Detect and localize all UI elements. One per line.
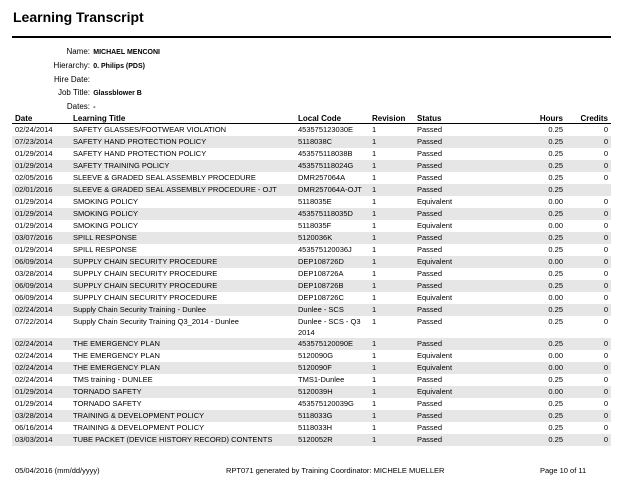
table-row bbox=[12, 280, 611, 292]
cell-credits: 0 bbox=[603, 423, 608, 432]
cell-status: Passed bbox=[417, 173, 443, 182]
cell-status: Passed bbox=[417, 125, 443, 134]
footer-page-number: Page 10 of 11 bbox=[540, 466, 587, 475]
cell-date: 03/07/2016 bbox=[12, 232, 70, 244]
cell-status: Passed bbox=[417, 269, 443, 278]
employee-info bbox=[34, 46, 160, 114]
cell-local-code: 453575120090E bbox=[295, 338, 369, 350]
cell-status: Passed bbox=[414, 160, 509, 172]
cell-local-code: 5120090G bbox=[298, 351, 334, 360]
cell-hours: 0.25 bbox=[548, 399, 563, 408]
cell-hours: 0.25 bbox=[548, 173, 563, 182]
cell-local-code: 5120036K bbox=[295, 232, 369, 244]
hierarchy-row bbox=[34, 60, 160, 73]
cell-local-code: DMR257064A-OJT bbox=[295, 184, 369, 196]
cell-learning-title: SUPPLY CHAIN SECURITY PROCEDURE bbox=[70, 256, 295, 268]
cell-status: Passed bbox=[414, 280, 509, 292]
cell-revision: 1 bbox=[372, 317, 377, 326]
cell-learning-title: SMOKING POLICY bbox=[73, 221, 139, 230]
column-header-status: Status bbox=[414, 111, 509, 124]
cell-date: 03/03/2014 bbox=[12, 434, 70, 446]
cell-hours: 0.25 bbox=[509, 434, 566, 446]
cell-credits: 0 bbox=[566, 256, 611, 268]
cell-date: 07/22/2014 bbox=[15, 317, 53, 326]
cell-hours: 0.00 bbox=[509, 256, 566, 268]
cell-hours: 0.25 bbox=[509, 184, 566, 196]
cell-learning-title: SLEEVE & GRADED SEAL ASSEMBLY PROCEDURE - OJT bbox=[70, 184, 295, 196]
cell-local-code: Dunlee - SCS - Q3 2014 bbox=[298, 317, 361, 337]
cell-revision: 1 bbox=[369, 208, 414, 220]
cell-status: Passed bbox=[414, 304, 509, 316]
cell-hours: 0.25 bbox=[548, 149, 563, 158]
table-row bbox=[12, 136, 611, 148]
cell-local-code: 453575118024G bbox=[295, 160, 369, 172]
cell-hours: 0.25 bbox=[548, 125, 563, 134]
cell-revision: 1 bbox=[369, 304, 414, 316]
cell-date: 02/24/2014 bbox=[15, 351, 53, 360]
table-row bbox=[12, 208, 611, 220]
cell-learning-title: SUPPLY CHAIN SECURITY PROCEDURE bbox=[70, 280, 295, 292]
cell-status: Passed bbox=[414, 338, 509, 350]
cell-date: 01/29/2014 bbox=[15, 399, 53, 408]
cell-local-code: 453575123030E bbox=[298, 125, 354, 134]
cell-revision: 1 bbox=[372, 269, 377, 278]
cell-date: 01/29/2014 bbox=[12, 160, 70, 172]
cell-hours: 0.25 bbox=[509, 410, 566, 422]
cell-local-code: DEP108726A bbox=[298, 269, 344, 278]
cell-date: 02/05/2016 bbox=[15, 173, 53, 182]
page-title: Learning Transcript bbox=[13, 9, 144, 25]
cell-credits: 0 bbox=[566, 410, 611, 422]
cell-local-code: Dunlee - SCS bbox=[295, 304, 369, 316]
cell-hours: 0.00 bbox=[548, 221, 563, 230]
table-row bbox=[12, 256, 611, 268]
cell-revision: 1 bbox=[372, 197, 377, 206]
cell-status: Passed bbox=[414, 410, 509, 422]
cell-date: 06/09/2014 bbox=[12, 280, 70, 292]
table-row bbox=[12, 292, 611, 304]
cell-date: 01/29/2014 bbox=[12, 208, 70, 220]
cell-status: Equivalent bbox=[414, 256, 509, 268]
cell-status: Equivalent bbox=[417, 197, 453, 206]
cell-status: Passed bbox=[414, 434, 509, 446]
cell-credits: 0 bbox=[566, 280, 611, 292]
cell-date: 02/24/2014 bbox=[15, 125, 53, 134]
column-header-date: Date bbox=[12, 111, 70, 124]
cell-status: Passed bbox=[414, 232, 509, 244]
table-row bbox=[12, 338, 611, 350]
table-row bbox=[12, 268, 611, 280]
cell-revision: 1 bbox=[372, 351, 377, 360]
cell-local-code: 5118033H bbox=[298, 423, 333, 432]
cell-credits: 0 bbox=[603, 245, 608, 254]
cell-date: 06/16/2014 bbox=[15, 423, 53, 432]
job-title-label: Job Title: bbox=[57, 88, 90, 97]
dates-label: Dates: bbox=[66, 102, 90, 111]
cell-date: 06/09/2014 bbox=[15, 293, 53, 302]
cell-revision: 1 bbox=[372, 399, 377, 408]
table-body bbox=[12, 124, 611, 447]
cell-status: Equivalent bbox=[414, 386, 509, 398]
cell-hours: 0.25 bbox=[509, 304, 566, 316]
cell-revision: 1 bbox=[369, 386, 414, 398]
cell-credits: 0 bbox=[603, 173, 608, 182]
cell-credits: 0 bbox=[603, 375, 608, 384]
cell-hours: 0.25 bbox=[509, 338, 566, 350]
cell-status: Equivalent bbox=[417, 351, 453, 360]
cell-learning-title: TRAINING & DEVELOPMENT POLICY bbox=[70, 410, 295, 422]
cell-date: 01/29/2014 bbox=[15, 245, 53, 254]
cell-credits: 0 bbox=[603, 399, 608, 408]
cell-hours: 0.25 bbox=[548, 423, 563, 432]
cell-credits: 0 bbox=[566, 304, 611, 316]
cell-local-code: DEP108726D bbox=[295, 256, 369, 268]
cell-date: 03/28/2014 bbox=[15, 269, 53, 278]
cell-local-code: 5118035E bbox=[298, 197, 332, 206]
cell-local-code: DEP108726B bbox=[295, 280, 369, 292]
cell-hours: 0.25 bbox=[548, 269, 563, 278]
cell-status: Passed bbox=[417, 317, 443, 326]
table-row bbox=[12, 304, 611, 316]
cell-credits: 0 bbox=[566, 160, 611, 172]
cell-revision: 1 bbox=[369, 338, 414, 350]
cell-date: 01/29/2014 bbox=[15, 197, 53, 206]
cell-local-code: TMS1-Dunlee bbox=[298, 375, 345, 384]
cell-credits: 0 bbox=[603, 351, 608, 360]
cell-date: 01/29/2014 bbox=[15, 149, 53, 158]
table-row bbox=[12, 374, 611, 386]
cell-revision: 1 bbox=[369, 434, 414, 446]
table-row bbox=[12, 124, 611, 137]
job-title-value: Glassblower B bbox=[93, 90, 142, 97]
cell-hours: 0.00 bbox=[509, 362, 566, 374]
table-row bbox=[12, 362, 611, 374]
cell-local-code: 453575120039G bbox=[298, 399, 354, 408]
cell-status: Passed bbox=[417, 399, 443, 408]
cell-credits: 0 bbox=[566, 362, 611, 374]
title-divider bbox=[12, 36, 611, 38]
cell-date: 01/29/2014 bbox=[15, 221, 53, 230]
cell-learning-title: SLEEVE & GRADED SEAL ASSEMBLY PROCEDURE bbox=[73, 173, 256, 182]
cell-learning-title: THE EMERGENCY PLAN bbox=[70, 338, 295, 350]
cell-learning-title: SAFETY GLASSES/FOOTWEAR VIOLATION bbox=[73, 125, 227, 134]
cell-credits: 0 bbox=[566, 232, 611, 244]
cell-local-code: DEP108726C bbox=[298, 293, 344, 302]
cell-revision: 1 bbox=[372, 375, 377, 384]
cell-status: Equivalent bbox=[417, 221, 453, 230]
cell-learning-title: Supply Chain Security Training - Dunlee bbox=[70, 304, 295, 316]
cell-credits: 0 bbox=[566, 338, 611, 350]
cell-status: Passed bbox=[417, 245, 443, 254]
cell-learning-title: SAFETY HAND PROTECTION POLICY bbox=[73, 149, 207, 158]
cell-learning-title: SAFETY HAND PROTECTION POLICY bbox=[70, 136, 295, 148]
cell-date: 02/24/2014 bbox=[12, 362, 70, 374]
cell-revision: 1 bbox=[369, 136, 414, 148]
column-header-revision: Revision bbox=[369, 111, 414, 124]
hire-date-row bbox=[34, 74, 160, 86]
cell-status: Equivalent bbox=[414, 362, 509, 374]
cell-date: 02/24/2014 bbox=[12, 304, 70, 316]
cell-revision: 1 bbox=[372, 423, 377, 432]
cell-learning-title: SPILL RESPONSE bbox=[73, 245, 137, 254]
cell-credits: 0 bbox=[603, 269, 608, 278]
dates-value: - bbox=[93, 104, 96, 111]
cell-date: 07/23/2014 bbox=[12, 136, 70, 148]
cell-status: Equivalent bbox=[417, 293, 453, 302]
cell-status: Passed bbox=[414, 184, 509, 196]
table-row bbox=[12, 434, 611, 446]
cell-revision: 1 bbox=[372, 221, 377, 230]
cell-learning-title: THE EMERGENCY PLAN bbox=[70, 362, 295, 374]
hierarchy-label: Hierarchy: bbox=[53, 61, 90, 70]
table-row bbox=[12, 422, 611, 434]
cell-local-code: 5118035F bbox=[298, 221, 332, 230]
table-row bbox=[12, 232, 611, 244]
cell-learning-title: TUBE PACKET (DEVICE HISTORY RECORD) CONTENTS bbox=[70, 434, 295, 446]
cell-hours: 0.00 bbox=[548, 351, 563, 360]
table-row bbox=[12, 316, 611, 338]
table-header-row bbox=[12, 111, 611, 124]
cell-local-code: 453575120036J bbox=[298, 245, 352, 254]
table-row bbox=[12, 410, 611, 422]
cell-learning-title: THE EMERGENCY PLAN bbox=[73, 351, 160, 360]
cell-credits: 0 bbox=[566, 136, 611, 148]
column-header-local-code: Local Code bbox=[295, 111, 369, 124]
cell-local-code: 5120090F bbox=[295, 362, 369, 374]
cell-date: 02/24/2014 bbox=[15, 375, 53, 384]
cell-revision: 1 bbox=[372, 125, 377, 134]
cell-hours: 0.25 bbox=[509, 232, 566, 244]
transcript-table bbox=[12, 111, 611, 446]
cell-revision: 1 bbox=[369, 232, 414, 244]
cell-hours: 0.25 bbox=[548, 317, 563, 326]
cell-credits: 0 bbox=[603, 125, 608, 134]
cell-credits bbox=[566, 184, 611, 196]
cell-date: 02/24/2014 bbox=[12, 338, 70, 350]
cell-local-code: 5120052R bbox=[295, 434, 369, 446]
cell-date: 01/29/2014 bbox=[12, 386, 70, 398]
cell-credits: 0 bbox=[603, 197, 608, 206]
hierarchy-value: 0. Philips (PDS) bbox=[93, 63, 145, 70]
cell-learning-title: SMOKING POLICY bbox=[70, 208, 295, 220]
cell-credits: 0 bbox=[566, 434, 611, 446]
cell-local-code: 453575118038B bbox=[298, 149, 353, 158]
table-row bbox=[12, 244, 611, 256]
column-header-hours: Hours bbox=[509, 111, 566, 124]
cell-revision: 1 bbox=[369, 160, 414, 172]
cell-revision: 1 bbox=[372, 149, 377, 158]
cell-local-code: 5118033G bbox=[295, 410, 369, 422]
job-title-row bbox=[34, 87, 160, 100]
cell-local-code: DMR257064A bbox=[298, 173, 346, 182]
table-row bbox=[12, 386, 611, 398]
table-row bbox=[12, 148, 611, 160]
cell-learning-title: TORNADO SAFETY bbox=[70, 386, 295, 398]
cell-revision: 1 bbox=[369, 256, 414, 268]
cell-hours: 0.25 bbox=[548, 245, 563, 254]
cell-hours: 0.00 bbox=[548, 293, 563, 302]
cell-credits: 0 bbox=[566, 386, 611, 398]
footer-date: 05/04/2016 (mm/dd/yyyy) bbox=[15, 466, 100, 475]
table-row bbox=[12, 172, 611, 184]
cell-hours: 0.25 bbox=[548, 375, 563, 384]
cell-hours: 0.00 bbox=[509, 386, 566, 398]
cell-status: Passed bbox=[417, 423, 443, 432]
cell-credits: 0 bbox=[603, 149, 608, 158]
cell-status: Passed bbox=[414, 136, 509, 148]
name-label: Name: bbox=[66, 47, 90, 56]
name-value: MICHAEL MENCONI bbox=[93, 49, 160, 56]
cell-learning-title: Supply Chain Security Training Q3_2014 - Dunlee bbox=[73, 317, 239, 326]
name-row bbox=[34, 46, 160, 59]
cell-learning-title: SAFETY TRAINING POLICY bbox=[70, 160, 295, 172]
cell-credits: 0 bbox=[566, 208, 611, 220]
cell-revision: 1 bbox=[372, 173, 377, 182]
cell-revision: 1 bbox=[369, 410, 414, 422]
cell-learning-title: TORNADO SAFETY bbox=[73, 399, 142, 408]
cell-local-code: 5118038C bbox=[295, 136, 369, 148]
cell-hours: 0.25 bbox=[509, 136, 566, 148]
table-row bbox=[12, 220, 611, 232]
cell-status: Passed bbox=[414, 208, 509, 220]
table-row bbox=[12, 398, 611, 410]
cell-status: Passed bbox=[417, 149, 443, 158]
cell-learning-title: SUPPLY CHAIN SECURITY PROCEDURE bbox=[73, 293, 218, 302]
cell-revision: 1 bbox=[369, 280, 414, 292]
column-header-credits: Credits bbox=[566, 111, 611, 124]
cell-revision: 1 bbox=[369, 184, 414, 196]
cell-date: 03/28/2014 bbox=[12, 410, 70, 422]
cell-learning-title: SMOKING POLICY bbox=[73, 197, 139, 206]
cell-date: 02/01/2016 bbox=[12, 184, 70, 196]
column-header-learning-title: Learning Title bbox=[70, 111, 295, 124]
cell-credits: 0 bbox=[603, 317, 608, 326]
cell-revision: 1 bbox=[372, 245, 377, 254]
cell-hours: 0.25 bbox=[509, 160, 566, 172]
cell-hours: 0.00 bbox=[548, 197, 563, 206]
table-row bbox=[12, 350, 611, 362]
cell-learning-title: SUPPLY CHAIN SECURITY PROCEDURE bbox=[73, 269, 218, 278]
table-row bbox=[12, 196, 611, 208]
cell-hours: 0.25 bbox=[509, 208, 566, 220]
cell-credits: 0 bbox=[603, 221, 608, 230]
table-row bbox=[12, 160, 611, 172]
cell-revision: 1 bbox=[372, 293, 377, 302]
cell-hours: 0.25 bbox=[509, 280, 566, 292]
cell-learning-title: SPILL RESPONSE bbox=[70, 232, 295, 244]
cell-status: Passed bbox=[417, 375, 443, 384]
cell-revision: 1 bbox=[369, 362, 414, 374]
cell-local-code: 453575118035D bbox=[295, 208, 369, 220]
cell-local-code: 5120039H bbox=[295, 386, 369, 398]
cell-date: 06/09/2014 bbox=[12, 256, 70, 268]
cell-learning-title: TMS training - DUNLEE bbox=[73, 375, 153, 384]
hire-date-label: Hire Date: bbox=[53, 75, 90, 84]
table-row bbox=[12, 184, 611, 196]
cell-credits: 0 bbox=[603, 293, 608, 302]
cell-learning-title: TRAINING & DEVELOPMENT POLICY bbox=[73, 423, 205, 432]
footer-generated-by: RPT071 generated by Training Coordinator: MICHELE MUELLER bbox=[226, 466, 445, 475]
